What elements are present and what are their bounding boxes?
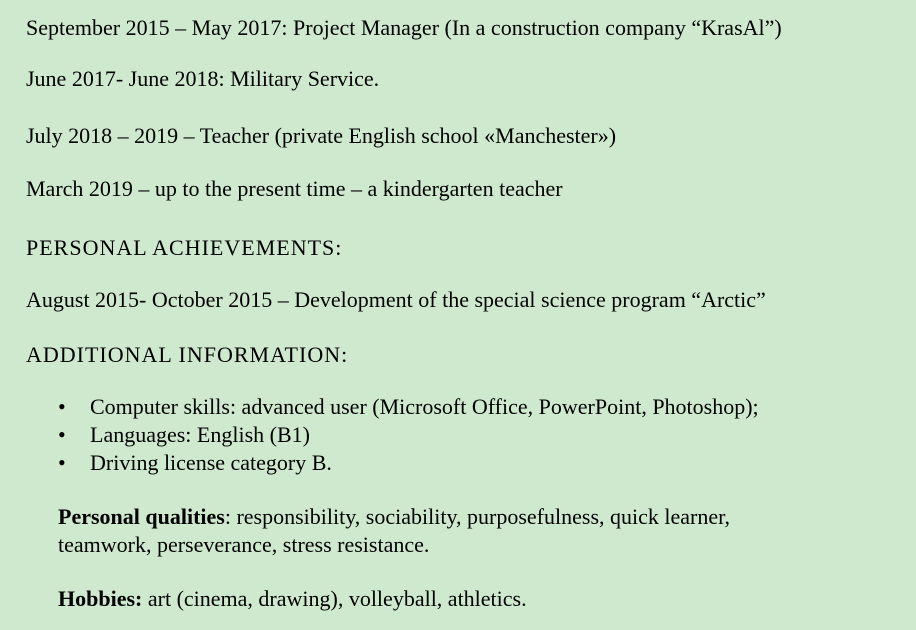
experience-line-1: September 2015 – May 2017: Project Manager (In a construction company “KrasAl”) xyxy=(26,15,782,40)
list-item-text: Languages: English (B1) xyxy=(90,422,310,447)
bullet-icon: • xyxy=(58,394,66,419)
experience-line-2: June 2017- June 2018: Military Service. xyxy=(26,66,380,91)
additional-info-heading: ADDITIONAL INFORMATION: xyxy=(26,342,349,367)
hobbies-label: Hobbies: xyxy=(58,586,143,611)
hobbies xyxy=(58,585,858,613)
bullet-icon: • xyxy=(58,422,66,447)
experience-line-3: July 2018 – 2019 – Teacher (private English school «Manchester») xyxy=(26,123,617,148)
list-item-text: Computer skills: advanced user (Microsoft Office, PowerPoint, Photoshop); xyxy=(90,394,759,419)
personal-qualities-text-2: teamwork, perseverance, stress resistance. xyxy=(58,532,430,557)
personal-qualities xyxy=(58,503,858,559)
achievements-heading: PERSONAL ACHIEVEMENTS: xyxy=(26,235,343,260)
personal-qualities-text-1: : responsibility, sociability, purposefulness, quick learner, xyxy=(224,504,731,529)
list-item-text: Driving license category B. xyxy=(90,450,332,475)
bullet-icon: • xyxy=(58,450,66,475)
experience-line-4: March 2019 – up to the present time – a kindergarten teacher xyxy=(26,176,563,201)
personal-qualities-label: Personal qualities xyxy=(58,504,225,529)
achievement-item: August 2015- October 2015 – Development of the special science program “Arctic” xyxy=(26,287,766,312)
hobbies-text: art (cinema, drawing), volleyball, athletics. xyxy=(142,586,527,611)
